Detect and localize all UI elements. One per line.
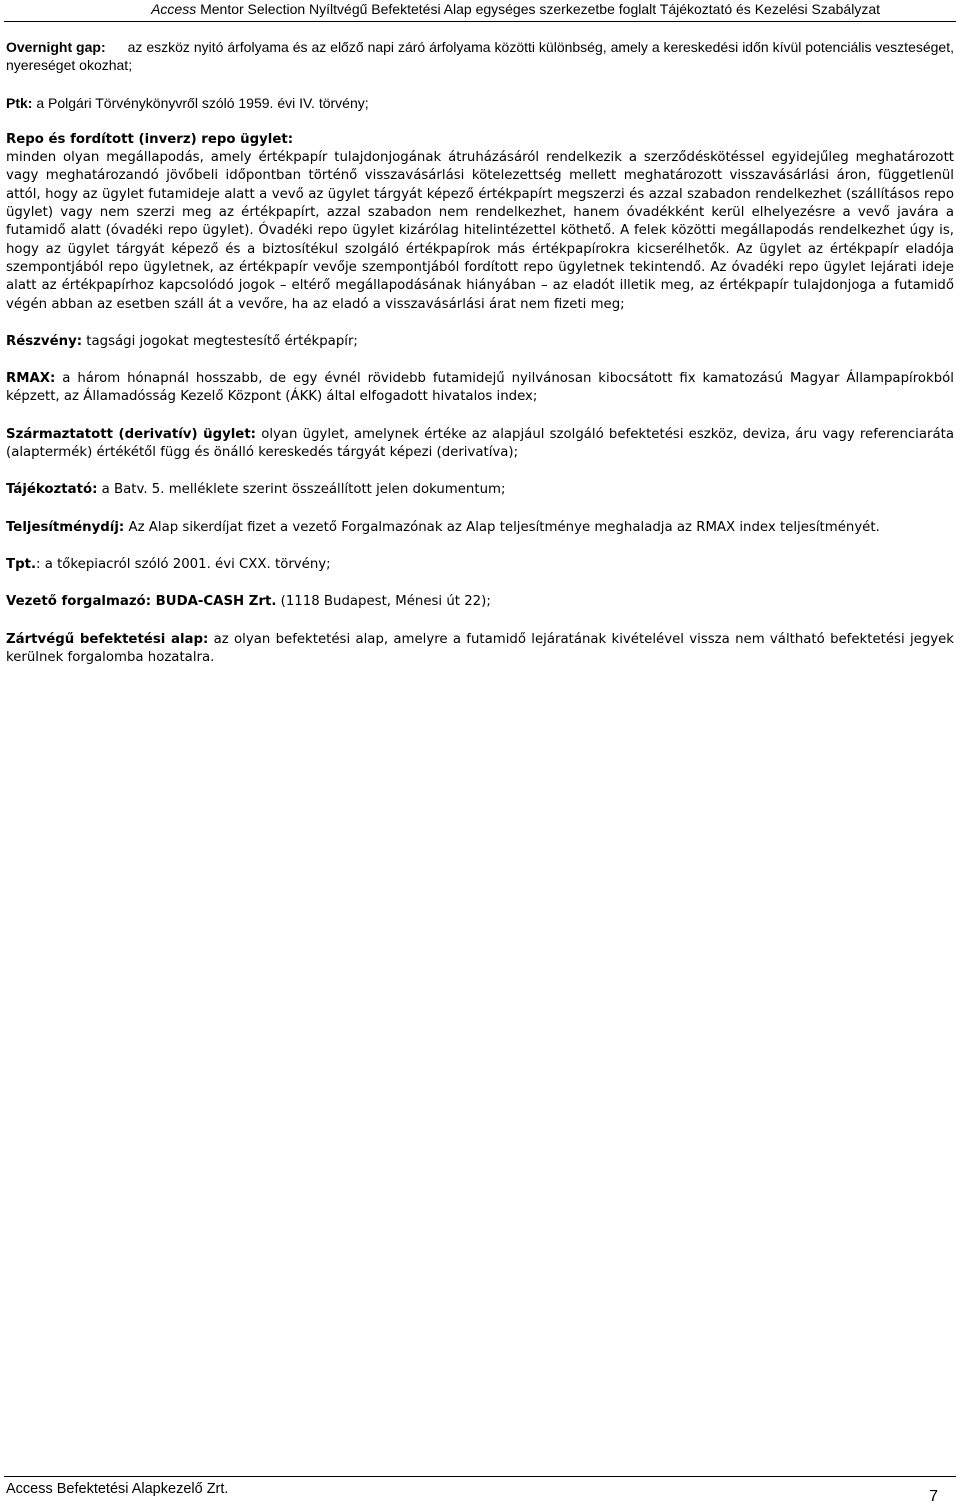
definition-term: Repo és fordított (inverz) repo ügylet:	[6, 131, 294, 147]
definition-text: minden olyan megállapodás, amely értékpapír tulajdonjogának átruházásáról rendelkezik a szerződéskötéssel egyidejűleg meghatározott vagy meghatározandó jövőbeli időpontban történő visszavásárlási kötelezettség mellett meghatározott visszavásárlási áron, függetlenül attól, hogy az ügylet futamideje alatt a vevő az ügylet tárgyát képező értékpapírt megszerzi és azzal szabadon rendelkezhet (szállításos repo ügylet) vagy nem szerzi meg az értékpapírt, azzal szabadon nem rendelkezhet, hanem óvadékként kerül elhelyezésre a vevő javára a futamidő alatt (óvadéki repo ügylet). Óvadéki repo ügylet kizárólag hitelintézettel köthető. A felek közötti megállapodás rendelkezhet úgy is, hogy az ügylet tárgyát képező és a biztosítékul szolgáló értékpapírok más értékpapírokra kicserélhetők. Az ügylet az értékpapír eladója szempontjából repo ügyletnek, az értékpapír vevője szempontjából fordított repo ügyletnek tekintendő. Az óvadéki repo ügylet lejárati ideje alatt az értékpapírhoz kapcsolódó jogok – eltérő megállapodásának hiányában – az eladót illetik meg, az értékpapír tulajdonjoga a futamidő végén abban az esetben száll át a vevőre, ha az eladó a visszavásárlási árat nem fizeti meg;	[6, 150, 954, 312]
definition-text: az eszköz nyitó árfolyama és az előző napi záró árfolyama közötti különbség, amely a kereskedési időn kívül potenciális veszteséget, nyereséget okozhat;	[6, 39, 954, 74]
definition-text: Az Alap sikerdíjat fizet a vezető Forgalmazónak az Alap teljesítménye meghaladja az RMAX index teljesítményét.	[128, 519, 880, 535]
definition-text: a Polgári Törvénykönyvről szóló 1959. évi IV. törvény;	[36, 94, 369, 111]
definition-term: Vezető forgalmazó: BUDA-CASH Zrt.	[6, 594, 277, 610]
page-header	[0, 0, 960, 22]
definition-text: olyan ügylet, amelynek értéke az alapjául szolgáló befektetési eszköz, deviza, áru vagy referenciaráta (alaptermék) értékétől függ és önálló kereskedés tárgyát képezi (derivatíva);	[6, 426, 955, 461]
definition-reszveny	[6, 333, 954, 351]
definition-text: az olyan befektetési alap, amelyre a futamidő lejáratának kivételével vissza nem váltható befektetési jegyek kerülnek forgalomba hozatalra.	[6, 631, 955, 665]
definition-text: : a tőkepiacról szóló 2001. évi CXX. törvény;	[36, 556, 331, 572]
definition-term: Teljesítménydíj:	[6, 519, 125, 535]
header-document-title: Mentor Selection Nyíltvégű Befektetési Alap egységes szerkezetbe foglalt Tájékoztató és Kezelési Szabályzat	[200, 1, 880, 17]
definition-tajekoztato	[6, 481, 954, 499]
definition-term: Ptk:	[6, 94, 33, 111]
definition-term: RMAX:	[6, 371, 56, 387]
definition-text: a három hónapnál hosszabb, de egy évnél rövidebb futamidejű nyilvánosan kibocsátott fix kamatozású Magyar Állampapírokból képzett, az Államadósság Kezelő Központ (ÁKK) által elfogadott hivatalos index;	[6, 371, 954, 405]
definition-overnight-gap	[6, 38, 954, 75]
definition-term: Zártvégű befektetési alap:	[6, 631, 209, 647]
definition-term: Overnight gap:	[6, 39, 106, 55]
definition-zartvegu	[6, 631, 954, 668]
footer-divider	[4, 1476, 956, 1477]
definition-term: Részvény:	[6, 333, 83, 349]
definitions-list	[6, 38, 954, 686]
definition-term: Származtatott (derivatív) ügylet:	[6, 426, 257, 442]
definition-teljesitmenydij	[6, 519, 954, 537]
definition-szarmaztatott	[6, 426, 954, 463]
definition-term: Tájékoztató:	[6, 482, 98, 498]
definition-term: Tpt.	[6, 556, 36, 572]
definition-ptk	[6, 94, 954, 112]
header-divider	[4, 21, 956, 22]
definition-text: tagsági jogokat megtestesítő értékpapír;	[86, 333, 358, 349]
definition-text: (1118 Budapest, Ménesi út 22);	[280, 594, 491, 610]
page-number: 7	[929, 1488, 938, 1505]
definition-tpt	[6, 556, 954, 574]
definition-repo	[6, 131, 954, 314]
definition-vezeto-forgalmazo	[6, 593, 954, 611]
definition-rmax	[6, 370, 954, 407]
header-title	[151, 0, 880, 18]
header-brand: Access	[151, 1, 197, 17]
footer-company: Access Befektetési Alapkezelő Zrt.	[6, 1481, 229, 1497]
definition-text: a Batv. 5. melléklete szerint összeállított jelen dokumentum;	[101, 482, 506, 498]
